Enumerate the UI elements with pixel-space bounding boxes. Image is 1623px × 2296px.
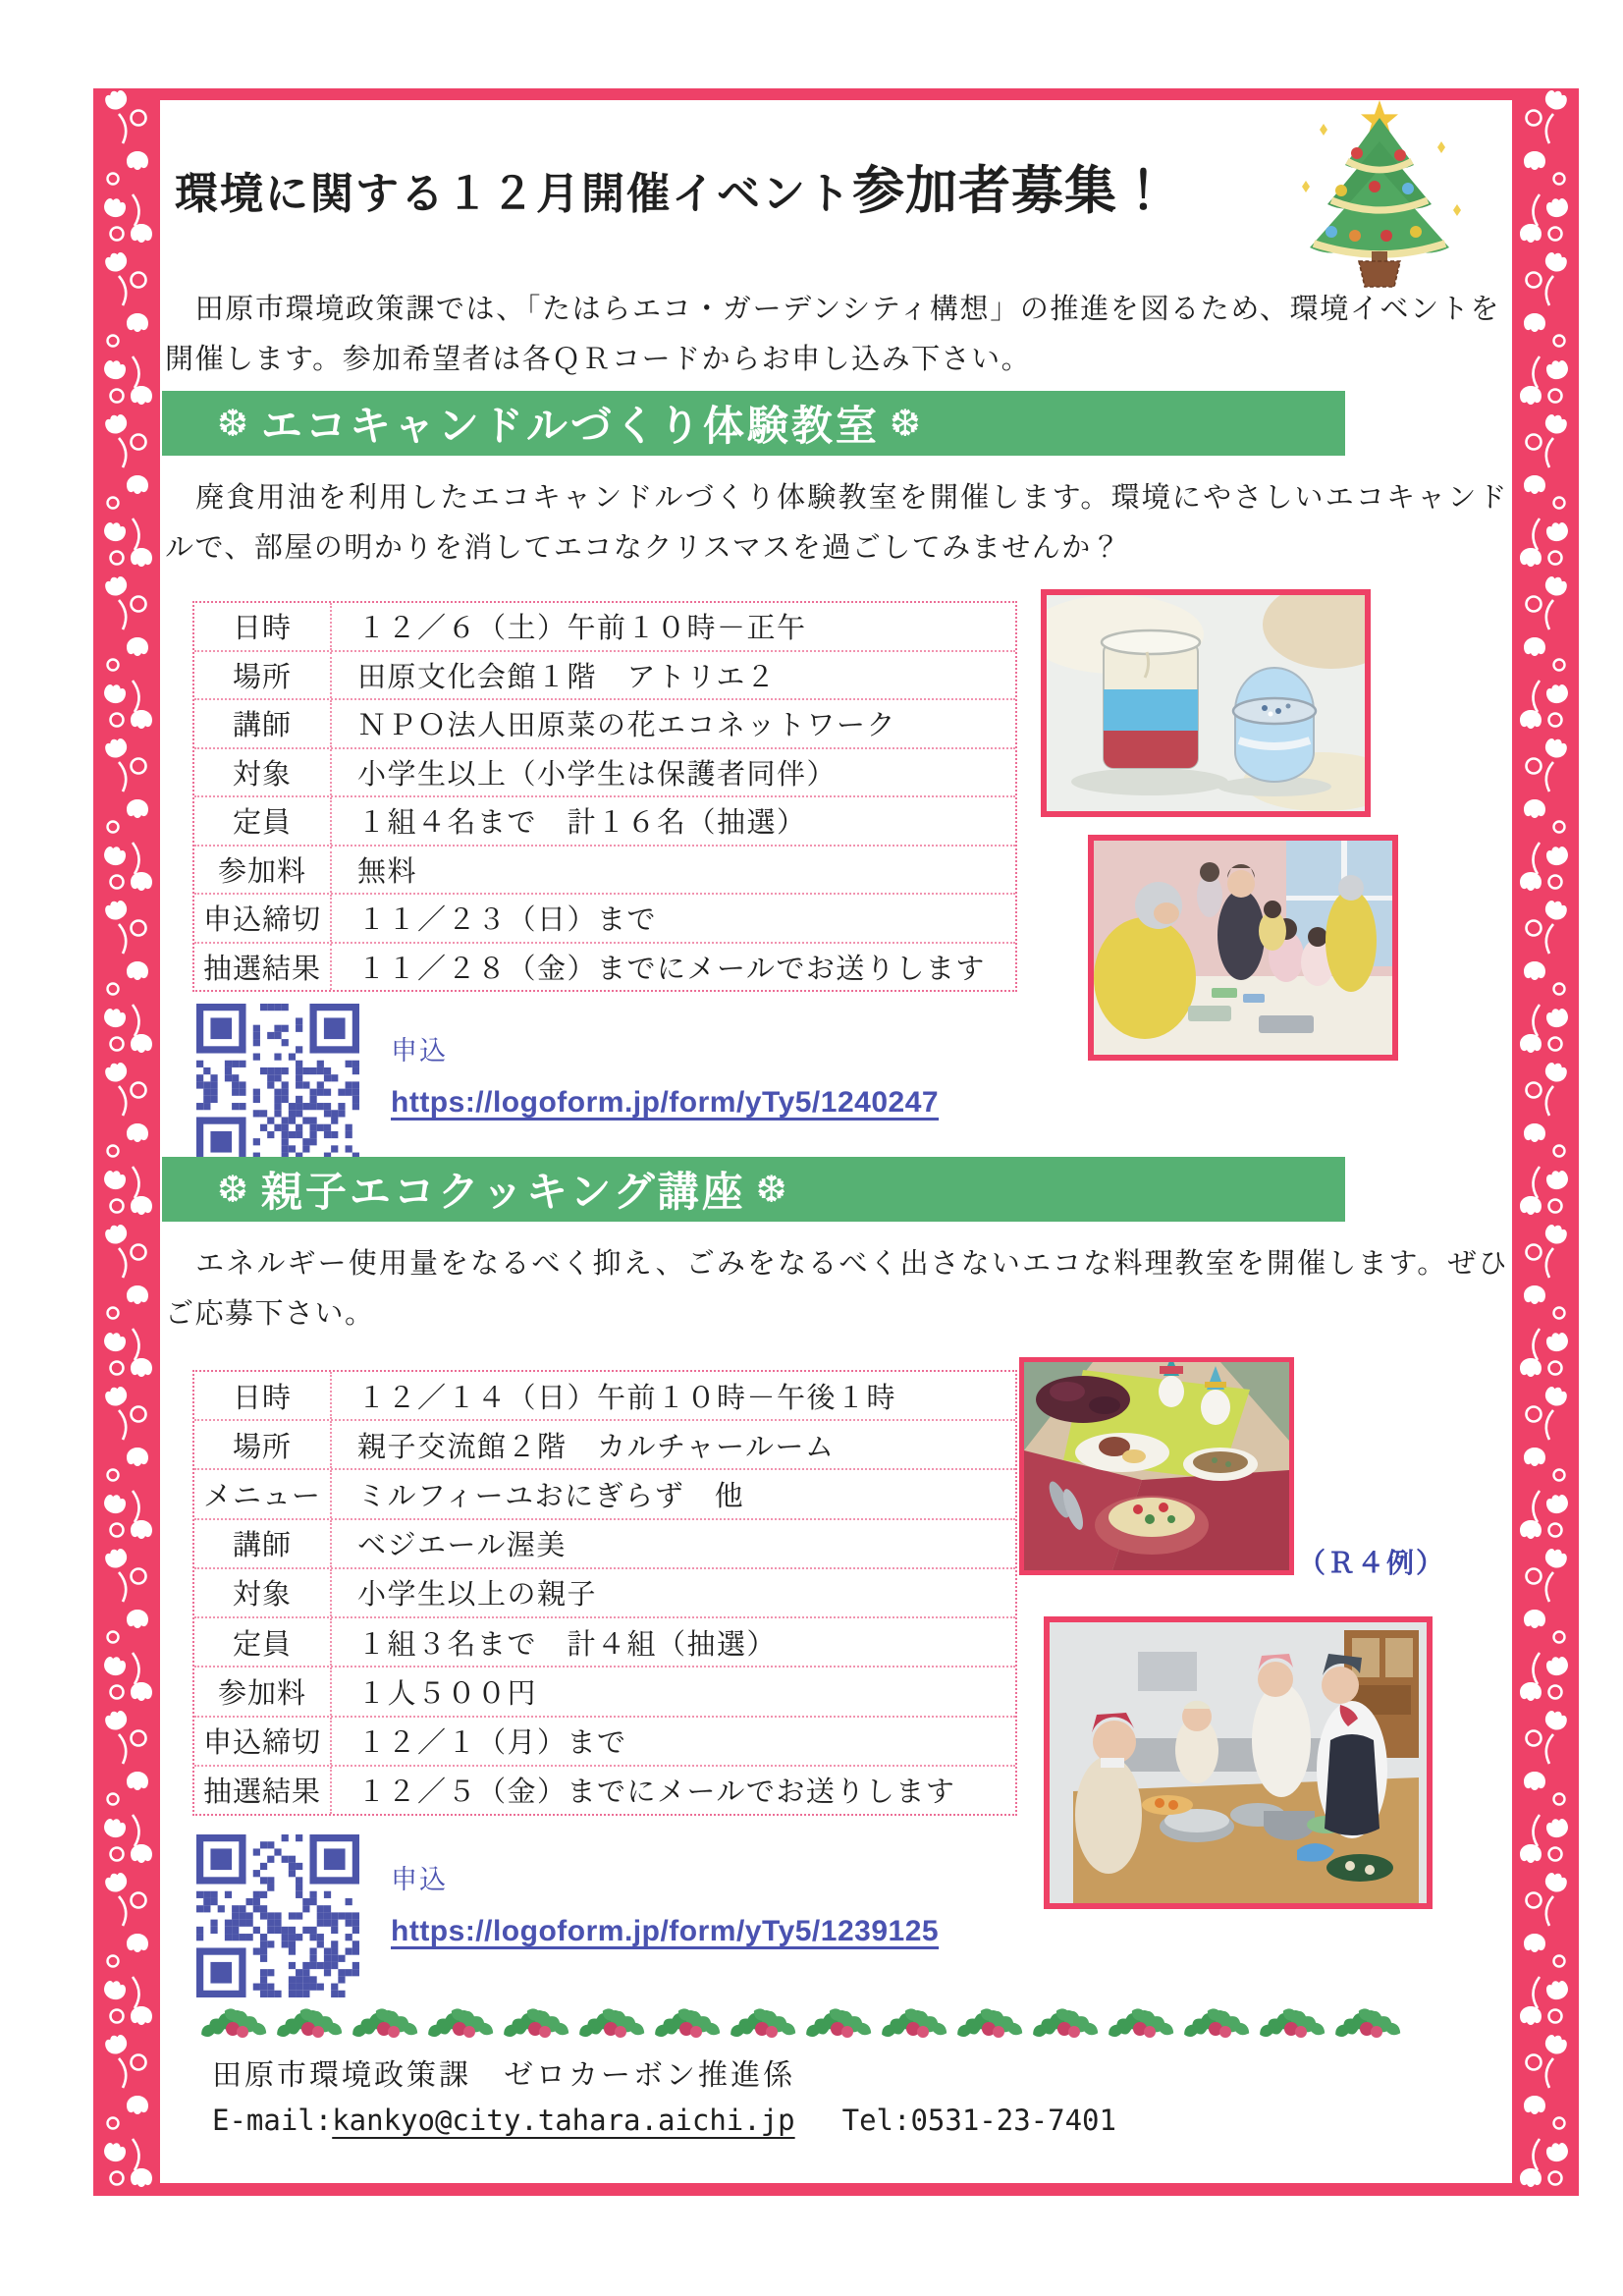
snowflake-icon: ❆ (755, 1169, 790, 1211)
footer-contact (212, 2104, 1116, 2137)
table-row: 対象 小学生以上の親子 (194, 1567, 1015, 1616)
table-row: 参加料 １人５００円 (194, 1666, 1015, 1715)
table-row: 参加料 無料 (194, 845, 1015, 894)
christmas-tree-icon (1276, 98, 1483, 296)
photo-note-r4: （Ｒ４例） (1298, 1548, 1446, 1578)
table-row: 定員 １組３名まで 計４組（抽選） (194, 1616, 1015, 1666)
candle-description: 廃食用油を利用したエコキャンドルづくり体験教室を開催します。環境にやさしいエコキャンドルで、部屋の明かりを消してエコなクリスマスを過ごしてみませんか？ (165, 482, 1508, 564)
apply-label: 申込 (391, 1036, 448, 1066)
cooking-description: エネルギー使用量をなるべく抑え、ごみをなるべく出さないエコな料理教室を開催します。ぜひご応募下さい。 (165, 1248, 1508, 1330)
page-title-emphasis: 参加者募集！ (852, 162, 1170, 220)
food-sample-photo (1019, 1357, 1294, 1575)
table-row: 申込締切 １２／１（月）まで (194, 1716, 1015, 1765)
table-row: 講師 ＮＰＯ法人田原菜の花エコネットワーク (194, 698, 1015, 747)
candle-photo (1041, 589, 1371, 817)
snowflake-icon: ❆ (217, 1169, 251, 1211)
table-row: 抽選結果 １２／５（金）までにメールでお送りします (194, 1765, 1015, 1814)
qr-code-cooking (196, 1834, 359, 1997)
page-title (175, 149, 1170, 224)
cooking-class-photo (1044, 1616, 1433, 1909)
table-row: 日時 １２／６（土）午前１０時－正午 (194, 603, 1015, 650)
section-heading-cooking-label: 親子エコクッキング講座 (260, 1169, 746, 1215)
snowflake-icon: ❆ (889, 403, 924, 445)
table-row: 定員 １組４名まで 計１６名（抽選） (194, 795, 1015, 845)
apply-link-cooking[interactable]: https://logoform.jp/form/yTy5/1239125 (391, 1915, 940, 1947)
qr-code-candle (196, 1004, 359, 1167)
page-title-main: 環境に関する１２月開催イベント (175, 170, 852, 218)
section-heading-cooking (162, 1157, 1345, 1222)
holly-garland-icon (196, 1994, 1414, 2046)
cooking-details-table (192, 1370, 1017, 1816)
email-label: E-mail: (212, 2104, 333, 2137)
frame-bottom-bar (93, 2183, 1579, 2196)
email-link[interactable]: kankyo@city.tahara.aichi.jp (332, 2104, 795, 2137)
tulip-vine-border-right (1512, 88, 1579, 2196)
candle-details-table (192, 601, 1017, 992)
table-row: 場所 親子交流館２階 カルチャールーム (194, 1419, 1015, 1468)
footer-organization: 田原市環境政策課 ゼロカーボン推進係 (212, 2059, 795, 2092)
table-row: 講師 ベジエール渥美 (194, 1518, 1015, 1567)
snowflake-icon: ❆ (217, 403, 251, 445)
tulip-border-icon (93, 88, 160, 2196)
tel-number: Tel:0531-23-7401 (841, 2104, 1116, 2137)
apply-link-candle[interactable]: https://logoform.jp/form/yTy5/1240247 (391, 1086, 940, 1119)
table-row: 日時 １２／１４（日）午前１０時－午後１時 (194, 1372, 1015, 1419)
table-row: 対象 小学生以上（小学生は保護者同伴） (194, 747, 1015, 796)
workshop-photo (1088, 835, 1398, 1061)
tulip-border-icon (1512, 88, 1579, 2196)
section-heading-candle (162, 391, 1345, 456)
apply-label: 申込 (391, 1865, 448, 1894)
intro-paragraph: 田原市環境政策課では、「たはらエコ・ガーデンシティ構想」の推進を図るため、環境イベントを開催します。参加希望者は各ＱＲコードからお申し込み下さい。 (165, 294, 1500, 375)
section-heading-candle-label: エコキャンドルづくり体験教室 (260, 403, 880, 449)
table-row: 申込締切 １１／２３（日）まで (194, 893, 1015, 942)
table-row: 場所 田原文化会館１階 アトリエ２ (194, 650, 1015, 699)
table-row: メニュー ミルフィーユおにぎらず 他 (194, 1468, 1015, 1517)
tulip-vine-border-left (93, 88, 160, 2196)
table-row: 抽選結果 １１／２８（金）までにメールでお送りします (194, 942, 1015, 991)
